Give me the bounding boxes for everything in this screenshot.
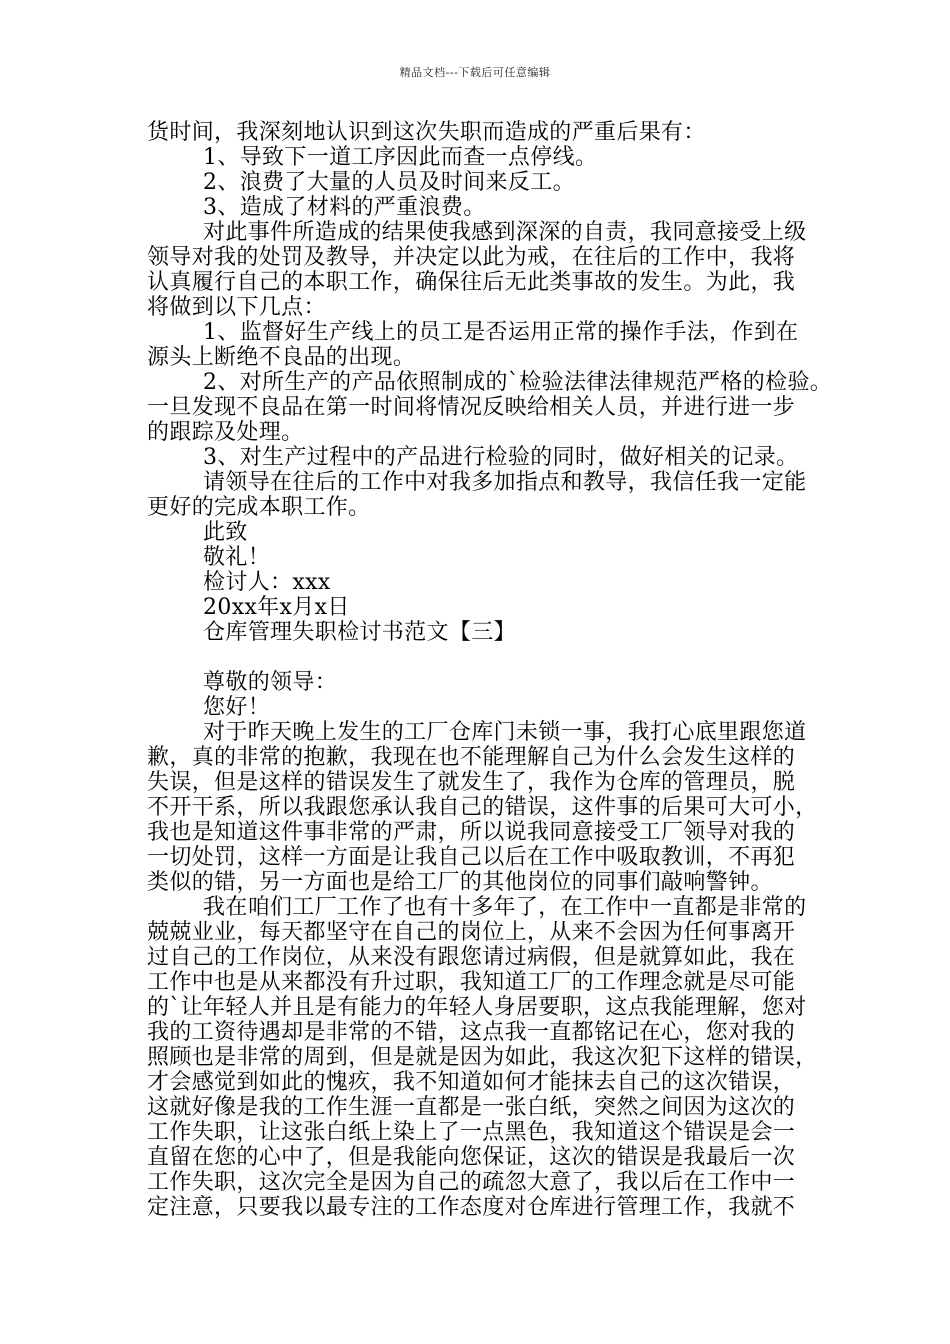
text-line: 敬礼！ (203, 545, 271, 570)
text-line: 我的工资待遇却是非常的不错，这点我一直都铭记在心，您对我的 (147, 1020, 796, 1045)
text-line: 工作失职，让这张白纸上染上了一点黑色，我知道这个错误是会一 (147, 1120, 796, 1145)
text-line: 歉，真的非常的抱歉，我现在也不能理解自己为什么会发生这样的 (147, 745, 796, 770)
text-line: 过自己的工作岗位，从来没有跟您请过病假，但是就算如此，我在 (147, 945, 796, 970)
text-line: 一切处罚，这样一方面是让我自己以后在工作中吸取教训，不再犯 (147, 845, 796, 870)
text-line: 领导对我的处罚及教导，并决定以此为戒，在往后的工作中，我将 (147, 245, 796, 270)
text-line: 1、监督好生产线上的员工是否运用正常的操作手法，作到在 (203, 320, 799, 345)
text-line: 1、导致下一道工序因此而查一点停线。 (203, 145, 598, 170)
text-line: 不开干系，所以我跟您承认我自己的错误，这件事的后果可大可小， (147, 795, 818, 820)
text-line: 我也是知道这件事非常的严肃，所以说我同意接受工厂领导对我的 (147, 820, 796, 845)
text-line: 此致 (203, 520, 248, 545)
text-line: 3、对生产过程中的产品进行检验的同时，做好相关的记录。 (203, 445, 799, 470)
text-line: 对此事件所造成的结果使我感到深深的自责，我同意接受上级 (203, 220, 807, 245)
text-line: 更好的完成本职工作。 (147, 495, 371, 520)
text-line: 失误，但是这样的错误发生了就发生了，我作为仓库的管理员，脱 (147, 770, 796, 795)
text-line: 检讨人：xxx (203, 570, 331, 595)
text-line: 工作中也是从来都没有升过职，我知道工厂的工作理念就是尽可能 (147, 970, 796, 995)
text-line: 2、浪费了大量的人员及时间来反工。 (203, 170, 575, 195)
text-line: 您好！ (203, 695, 271, 720)
text-line: 类似的错，另一方面也是给工厂的其他岗位的同事们敲响警钟。 (147, 870, 773, 895)
text-line: 直留在您的心中了，但是我能向您保证，这次的错误是我最后一次 (147, 1145, 796, 1170)
text-line: 货时间，我深刻地认识到这次失职而造成的严重后果有： (147, 120, 706, 145)
text-line: 20xx年x月x日 (203, 595, 350, 620)
text-line: 定注意，只要我以最专注的工作态度对仓库进行管理工作，我就不 (147, 1195, 796, 1220)
text-line: 认真履行自己的本职工作，确保往后无此类事故的发生。为此，我 (147, 270, 796, 295)
text-line: 我在咱们工厂工作了也有十多年了，在工作中一直都是非常的 (203, 895, 807, 920)
text-line: 才会感觉到如此的愧疚，我不知道如何才能抹去自己的这次错误， (147, 1070, 796, 1095)
text-line: 这就好像是我的工作生涯一直都是一张白纸，突然之间因为这次的 (147, 1095, 796, 1120)
text-line: 的`让年轻人并且是有能力的年轻人身居要职，这点我能理解，您对 (147, 995, 807, 1020)
text-line: 一旦发现不良品在第一时间将情况反映给相关人员，并进行进一步 (147, 395, 796, 420)
text-line: 2、对所生产的产品依照制成的`检验法律法律规范严格的检验。 (203, 370, 833, 395)
text-line: 仓库管理失职检讨书范文【三】 (203, 620, 516, 645)
blank-line (147, 645, 813, 670)
text-line: 兢兢业业，每天都坚守在自己的岗位上，从来不会因为任何事离开 (147, 920, 796, 945)
text-line: 对于昨天晚上发生的工厂仓库门未锁一事，我打心底里跟您道 (203, 720, 807, 745)
text-line: 请领导在往后的工作中对我多加指点和教导，我信任我一定能 (203, 470, 807, 495)
document-body (147, 120, 833, 1220)
text-line: 照顾也是非常的周到，但是就是因为如此，我这次犯下这样的错误， (147, 1045, 818, 1070)
text-line: 将做到以下几点： (147, 295, 326, 320)
page-header: 精品文档---下载后可任意编辑 (399, 66, 551, 79)
text-line: 工作失职，这次完全是因为自己的疏忽大意了，我以后在工作中一 (147, 1170, 796, 1195)
text-line: 的跟踪及处理。 (147, 420, 304, 445)
text-line: 3、造成了材料的严重浪费。 (203, 195, 486, 220)
text-line: 源头上断绝不良品的出现。 (147, 345, 416, 370)
text-line: 尊敬的领导： (203, 670, 338, 695)
